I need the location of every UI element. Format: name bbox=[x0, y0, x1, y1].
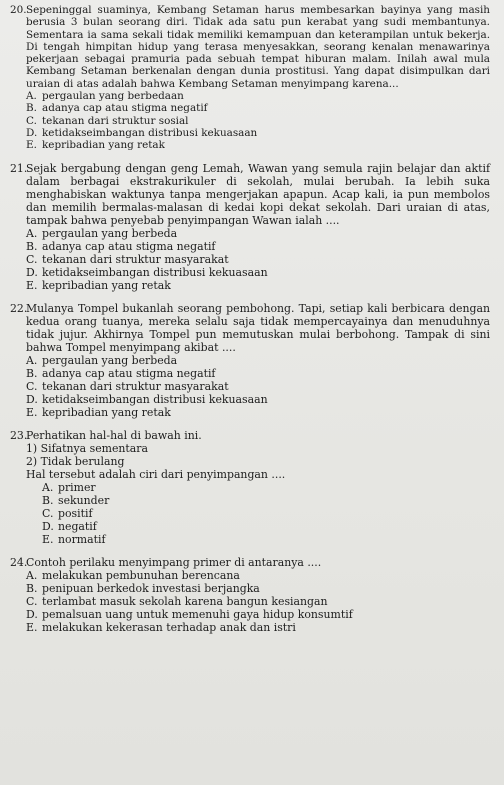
question-number: 20. bbox=[10, 4, 27, 16]
option-c: C. tekanan dari struktur masyarakat bbox=[26, 379, 229, 393]
question-22 bbox=[10, 302, 490, 419]
question-number: 23. bbox=[10, 428, 28, 442]
question-text: Contoh perilaku menyimpang primer di antaranya .... bbox=[26, 555, 322, 569]
option-e: E. kepribadian yang retak bbox=[26, 278, 171, 292]
option-e: E. kepribadian yang retak bbox=[26, 139, 165, 152]
option-list bbox=[42, 481, 490, 546]
option-e: E. normatif bbox=[42, 532, 106, 546]
option-a: A. pergaulan yang berbeda bbox=[26, 226, 178, 240]
option-c: C. tekanan dari struktur masyarakat bbox=[26, 252, 229, 266]
question-23 bbox=[10, 429, 490, 546]
option-a: A. primer bbox=[42, 480, 96, 494]
option-a: A. pergaulan yang berbeda bbox=[26, 353, 178, 367]
option-d: D. ketidakseimbangan distribusi kekuasaan bbox=[26, 126, 258, 139]
question-text: Sejak bergabung dengan geng Lemah, Wawan yang semula rajin belajar dan aktif dalam berbagai ekstrakurikuler di sekolah, mulai berubah. Ia lebih suka menghabiskan waktunya tanpa mengerjakan apapun. Acap kali, ia pun membolos dan memilih bermalas-malasan di kedai kopi dekat sekolah. Dari uraian di atas, tampak bahwa penyebab penyimpangan Wawan ialah .... bbox=[26, 161, 490, 227]
option-list bbox=[26, 90, 490, 151]
question-21 bbox=[10, 162, 490, 292]
option-b: B. adanya cap atau stigma negatif bbox=[26, 102, 208, 115]
question-text: Mulanya Tompel bukanlah seorang pembohong. Tapi, setiap kali berbicara dengan kedua orang tuanya, mereka selalu saja tidak mempercayainya dan menuduhnya tidak jujur. Akhirnya Tompel pun memutuskan mulai berbohong. Tampak di sini bahwa Tompel menyimpang akibat .... bbox=[26, 301, 490, 354]
option-list bbox=[26, 569, 490, 634]
option-d: D. negatif bbox=[42, 519, 97, 533]
option-list bbox=[26, 227, 490, 292]
option-c: C. positif bbox=[42, 506, 93, 520]
option-b: B. adanya cap atau stigma negatif bbox=[26, 239, 216, 253]
option-d: D. pemalsuan uang untuk memenuhi gaya hidup konsumtif bbox=[26, 607, 353, 621]
statement-item: 1) Sifatnya sementara bbox=[26, 441, 148, 455]
option-d: D. ketidakseimbangan distribusi kekuasaan bbox=[26, 265, 268, 279]
question-text: Perhatikan hal-hal di bawah ini. bbox=[26, 428, 202, 442]
question-20 bbox=[10, 4, 490, 152]
option-c: C. terlambat masuk sekolah karena bangun kesiangan bbox=[26, 594, 328, 608]
question-number: 21. bbox=[10, 161, 28, 175]
question-number: 22. bbox=[10, 301, 28, 315]
statement-list bbox=[26, 442, 490, 468]
question-text: Sepeninggal suaminya, Kembang Setaman harus membesarkan bayinya yang masih berusia 3 bulan seorang diri. Tidak ada satu pun kerabat yang sudi membantunya. Sementara ia sama sekali tidak memiliki kemampuan dan keterampilan untuk bekerja. Di tengah himpitan hidup yang terasa menyesakkan, seorang kenalan menawarinya pekerjaan sebagai pramuria pada sebuah tempat hiburan malam. Inilah awal mula Kembang Setaman berkenalan dengan dunia prostitusi. Yang dapat disimpulkan dari uraian di atas adalah bahwa Kembang Setaman menyimpang karena... bbox=[26, 4, 490, 90]
option-b: B. adanya cap atau stigma negatif bbox=[26, 366, 216, 380]
option-c: C. tekanan dari struktur sosial bbox=[26, 114, 189, 127]
question-number: 24. bbox=[10, 555, 28, 569]
option-list bbox=[26, 354, 490, 419]
question-24 bbox=[10, 556, 490, 634]
option-b: B. sekunder bbox=[42, 493, 110, 507]
question-lead: Hal tersebut adalah ciri dari penyimpangan .... bbox=[26, 467, 286, 481]
option-a: A. pergaulan yang berbedaan bbox=[26, 90, 184, 103]
option-b: B. penipuan berkedok investasi berjangka bbox=[26, 581, 260, 595]
option-e: E. kepribadian yang retak bbox=[26, 405, 171, 419]
option-a: A. melakukan pembunuhan berencana bbox=[26, 568, 240, 582]
option-d: D. ketidakseimbangan distribusi kekuasaan bbox=[26, 392, 268, 406]
statement-item: 2) Tidak berulang bbox=[26, 454, 125, 468]
option-e: E. melakukan kekerasan terhadap anak dan istri bbox=[26, 620, 296, 634]
